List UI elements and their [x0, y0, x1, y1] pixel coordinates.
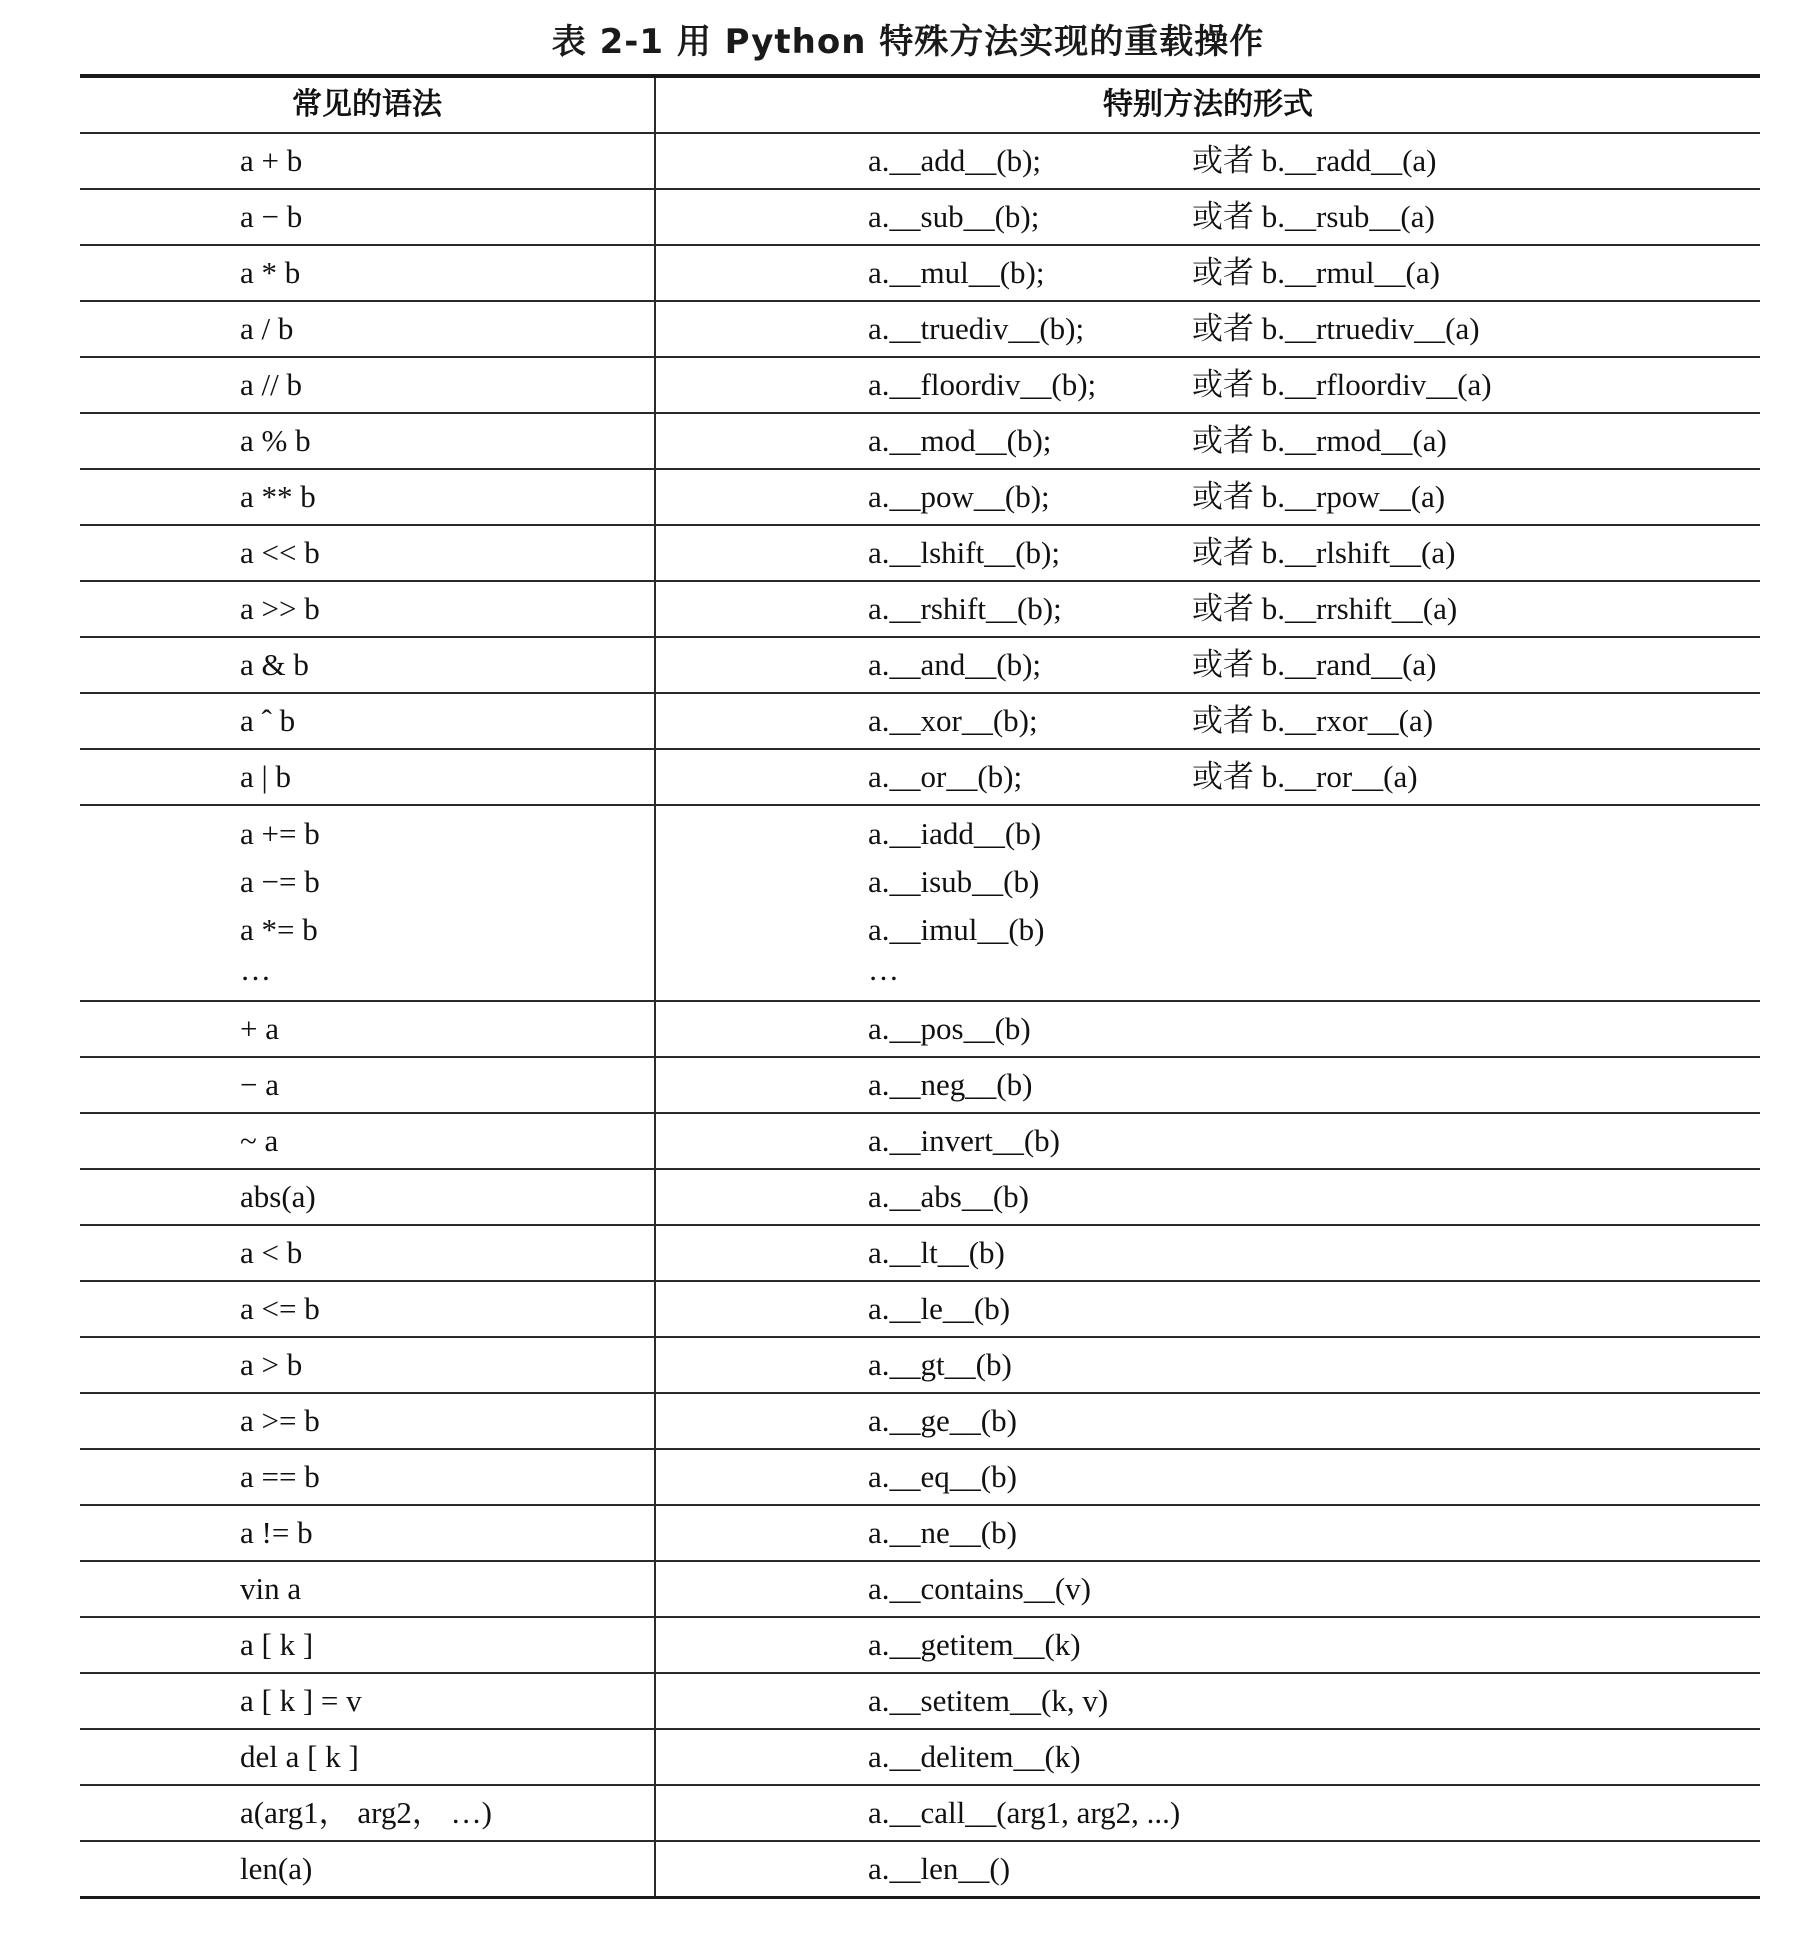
- method-line: a.__iadd__(b): [868, 816, 1042, 851]
- table-row: [80, 1506, 1760, 1562]
- method-cell: a.__abs__(b): [868, 1179, 1029, 1214]
- syntax-cell: a ˆ b: [80, 694, 656, 748]
- method-alt-text: 或者 b.__rtruediv__(a): [1192, 311, 1480, 346]
- syntax-cell: a >> b: [80, 582, 656, 636]
- syntax-cell: abs(a): [80, 1170, 656, 1224]
- table-row: [80, 1170, 1760, 1226]
- method-cell: a.__delitem__(k): [868, 1739, 1081, 1774]
- syntax-cell: a > b: [80, 1338, 656, 1392]
- table-row: [80, 694, 1760, 750]
- method-cell: a.__neg__(b): [868, 1067, 1033, 1102]
- syntax-cell: a [ k ] = v: [80, 1674, 656, 1728]
- table-row: [80, 1674, 1760, 1730]
- syntax-cell: a % b: [80, 414, 656, 468]
- method-cell: [656, 526, 1760, 580]
- table-row: [80, 358, 1760, 414]
- syntax-cell: a + b: [80, 134, 656, 188]
- table-row: [80, 1450, 1760, 1506]
- syntax-cell: [80, 806, 656, 1000]
- table-row: [80, 1730, 1760, 1786]
- method-cell: [656, 302, 1760, 356]
- method-alt-text: 或者 b.__rmod__(a): [1192, 423, 1447, 458]
- method-cell: [656, 134, 1760, 188]
- syntax-line: …: [240, 952, 271, 987]
- method-cell: a.__ne__(b): [868, 1515, 1017, 1550]
- table-row: [80, 638, 1760, 694]
- method-cell: [656, 246, 1760, 300]
- method-cell: a.__setitem__(k, v): [868, 1683, 1109, 1718]
- method-cell: a.__lt__(b): [868, 1235, 1005, 1270]
- syntax-cell: a − b: [80, 190, 656, 244]
- method-cell: [656, 694, 1760, 748]
- method-text: a.__lshift__(b);: [868, 535, 1060, 570]
- method-cell: a.__contains__(v): [868, 1571, 1091, 1606]
- table-row: [80, 1562, 1760, 1618]
- method-cell: a.__invert__(b): [868, 1123, 1060, 1158]
- method-alt-text: 或者 b.__rxor__(a): [1192, 703, 1434, 738]
- table-row: [80, 526, 1760, 582]
- header-method: 特别方法的形式: [1103, 87, 1313, 122]
- syntax-cell: vin a: [80, 1562, 656, 1616]
- method-alt-text: 或者 b.__radd__(a): [1192, 143, 1437, 178]
- table-row: [80, 302, 1760, 358]
- table-caption: 表 2-1 用 Python 特殊方法实现的重载操作: [551, 22, 1265, 62]
- syntax-cell: a / b: [80, 302, 656, 356]
- table-row: [80, 134, 1760, 190]
- method-cell: [656, 750, 1760, 804]
- syntax-cell: len(a): [80, 1842, 656, 1896]
- method-cell: [656, 638, 1760, 692]
- method-text: a.__pow__(b);: [868, 479, 1050, 514]
- syntax-line: a −= b: [240, 864, 320, 899]
- method-text: a.__and__(b);: [868, 647, 1042, 682]
- method-cell: [656, 806, 1760, 1000]
- table-row: [80, 246, 1760, 302]
- syntax-cell: a < b: [80, 1226, 656, 1280]
- method-text: a.__truediv__(b);: [868, 311, 1085, 346]
- syntax-cell: a >= b: [80, 1394, 656, 1448]
- method-text: a.__sub__(b);: [868, 199, 1040, 234]
- method-text: a.__floordiv__(b);: [868, 367, 1097, 402]
- method-line: …: [868, 952, 899, 987]
- table-row-augmented: [80, 806, 1760, 1002]
- syntax-cell: a ** b: [80, 470, 656, 524]
- syntax-cell: a << b: [80, 526, 656, 580]
- method-text: a.__or__(b);: [868, 759, 1023, 794]
- table-row: [80, 1226, 1760, 1282]
- syntax-line: a += b: [240, 816, 320, 851]
- syntax-cell: a * b: [80, 246, 656, 300]
- syntax-cell: ~ a: [80, 1114, 656, 1168]
- method-line: a.__isub__(b): [868, 864, 1040, 899]
- method-cell: a.__pos__(b): [868, 1011, 1031, 1046]
- syntax-cell: a // b: [80, 358, 656, 412]
- table-row: [80, 1394, 1760, 1450]
- method-line: a.__imul__(b): [868, 912, 1045, 947]
- method-text: a.__mul__(b);: [868, 255, 1045, 290]
- table-row: [80, 190, 1760, 246]
- syntax-cell: − a: [80, 1058, 656, 1112]
- table-row: [80, 1282, 1760, 1338]
- method-cell: [656, 358, 1760, 412]
- table-row: [80, 1114, 1760, 1170]
- method-cell: a.__ge__(b): [868, 1403, 1017, 1438]
- method-alt-text: 或者 b.__ror__(a): [1192, 759, 1418, 794]
- header-syntax: 常见的语法: [80, 78, 656, 132]
- syntax-line: a *= b: [240, 912, 318, 947]
- table-row: [80, 470, 1760, 526]
- method-alt-text: 或者 b.__rpow__(a): [1192, 479, 1446, 514]
- syntax-cell: a | b: [80, 750, 656, 804]
- method-cell: a.__eq__(b): [868, 1459, 1017, 1494]
- table-row: [80, 1618, 1760, 1674]
- method-text: a.__mod__(b);: [868, 423, 1052, 458]
- method-cell: a.__le__(b): [868, 1291, 1011, 1326]
- method-alt-text: 或者 b.__rmul__(a): [1192, 255, 1440, 290]
- method-cell: [656, 414, 1760, 468]
- method-alt-text: 或者 b.__rsub__(a): [1192, 199, 1435, 234]
- method-alt-text: 或者 b.__rand__(a): [1192, 647, 1437, 682]
- method-text: a.__xor__(b);: [868, 703, 1038, 738]
- method-cell: a.__getitem__(k): [868, 1627, 1081, 1662]
- method-cell: a.__len__(): [868, 1851, 1011, 1886]
- table-row: [80, 1338, 1760, 1394]
- syntax-cell: + a: [80, 1002, 656, 1056]
- method-cell: [656, 582, 1760, 636]
- method-text: a.__rshift__(b);: [868, 591, 1062, 626]
- table-header-row: [80, 78, 1760, 134]
- syntax-cell: a [ k ]: [80, 1618, 656, 1672]
- syntax-cell: a != b: [80, 1506, 656, 1560]
- method-cell: a.__gt__(b): [868, 1347, 1012, 1382]
- method-cell: [656, 470, 1760, 524]
- method-alt-text: 或者 b.__rfloordiv__(a): [1192, 367, 1492, 402]
- syntax-cell: a & b: [80, 638, 656, 692]
- method-cell: a.__call__(arg1, arg2, ...): [868, 1795, 1181, 1830]
- method-alt-text: 或者 b.__rrshift__(a): [1192, 591, 1458, 626]
- syntax-cell: del a [ k ]: [80, 1730, 656, 1784]
- table-row: [80, 1842, 1760, 1896]
- method-text: a.__add__(b);: [868, 143, 1042, 178]
- table-row: [80, 414, 1760, 470]
- method-alt-text: 或者 b.__rlshift__(a): [1192, 535, 1456, 570]
- table-row: [80, 582, 1760, 638]
- method-cell: [656, 190, 1760, 244]
- table-row: [80, 1002, 1760, 1058]
- table-row: [80, 1786, 1760, 1842]
- syntax-cell: a == b: [80, 1450, 656, 1504]
- syntax-cell: a <= b: [80, 1282, 656, 1336]
- overload-table: [80, 74, 1760, 1899]
- table-row: [80, 750, 1760, 806]
- syntax-cell: a(arg1， arg2， …): [80, 1786, 656, 1840]
- table-row: [80, 1058, 1760, 1114]
